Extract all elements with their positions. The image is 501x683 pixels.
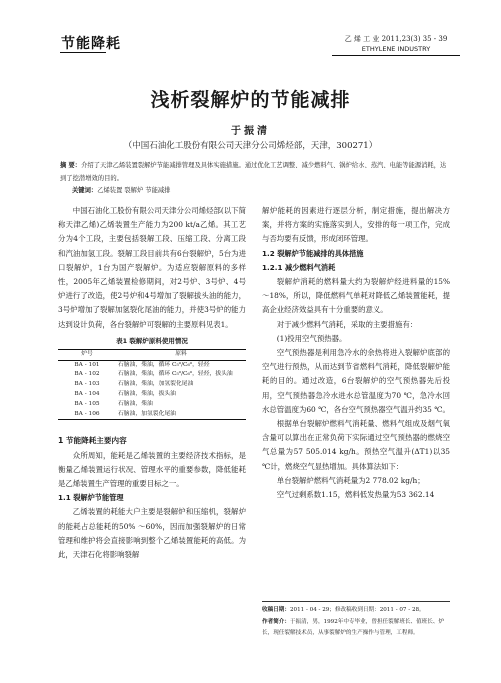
header-rule (332, 55, 460, 56)
keywords (72, 185, 170, 194)
feedstock-list: 石脑油，加氢裂化尾油 (116, 410, 246, 420)
feedstock-list: 石脑油，柴油 (118, 400, 153, 407)
table-row (58, 390, 246, 400)
received-date (262, 605, 450, 617)
furnace-code: BA - 106 (58, 410, 116, 420)
footnote (262, 605, 450, 640)
section-paragraph: 空气预热器是利用急冷水的余热将进入裂解炉底部的空气进行预热，从而达到节省燃料气消耗，降低裂解炉能耗的目的。通过改造，6台裂解炉的空气预热器先后投用，空气预热器急冷水进水总管温度为70 ℃，急冷水回水总管温度为60 ℃，各台空气预热器空气温升约35 ℃。 (262, 348, 450, 414)
feedstock-list: 石脑油，柴油，加氢裂化尾油 (118, 381, 194, 388)
author-affiliation: （中国石油化工股份有限公司天津分公司烯烃部，天津，300271） (123, 141, 378, 151)
table-row (58, 360, 246, 370)
feedstock-list: 石脑油，柴油，循环 C₅⁰/C₆⁰，轻烃，拔头油 (118, 371, 233, 378)
table-header-row (58, 349, 246, 360)
furnace-code: BA - 105 (74, 400, 100, 407)
section-paragraph: 众所周知，能耗是乙烯装置的主要经济技术指标，是衡量乙烯装置运行状况、管理水平的重要参数，降低能耗是乙烯装置生产管理的重要目标之一。 (58, 450, 246, 489)
table-row (58, 410, 246, 420)
right-column (262, 204, 450, 502)
subsubsection-heading: 1.2.1 减少燃料气消耗 (262, 262, 336, 272)
table-row (58, 380, 246, 390)
abstract-text: 介绍了天津乙烯装置裂解炉节能减排管理及具体实施措施。通过优化工艺调整、减少燃料气、锅炉给水、蒸汽、电能等能源消耗，达到了挖潜增效的目的。 (60, 162, 447, 182)
continued-paragraph: 解炉能耗的因素进行逐层分析，制定措施，提出解决方案，并将方案的实施落实到人，安排的每一项工作，完成与否均要有反馈，形成闭环管理。 (262, 206, 450, 244)
abstract (60, 159, 448, 185)
furnace-code: BA - 104 (74, 391, 100, 398)
table-row (58, 400, 246, 410)
received-label: 收稿日期： (262, 607, 290, 613)
section-paragraph: 根据单台裂解炉燃料气消耗量、燃料气组成及烟气氧含量可以算出在正常负荷下实际通过空气预热器的燃烧空气总量为57 505.014 kg/h。预热空气温升(ΔT1)以35 ℃计，燃烧空气显热增加。具体算法如下： (262, 419, 450, 471)
section-paragraph: 乙烯装置的耗能大户主要是裂解炉和压缩机，裂解炉的能耗占总能耗的50% ～60%，因而加强裂解炉的日常管理和维护将会直接影响到整个乙烯装置能耗的高低。为此，天津石化将影响裂解 (58, 507, 246, 560)
section-paragraph: 裂解炉消耗的燃料量大约为裂解炉经进料量的15% ～18%，所以，降低燃料气单耗对降低乙烯装置能耗，提高企业经济效益具有十分重要的意义。 (262, 277, 450, 315)
table-header-furnace: 炉号 (58, 349, 116, 360)
keywords-text: 乙烯装置 裂解炉 节能减排 (97, 187, 171, 194)
keywords-label: 关键词： (72, 187, 98, 194)
journal-citation: 乙 烯 工 业 2011,23(3) 35 - 39 (344, 35, 448, 43)
table-row (58, 370, 246, 380)
bio-text: 于振清，男，1992年中专毕业，曾担任裂解班长、值班长、炉长，现任裂解技术员，从事裂解炉的生产操作与管理，工程师。 (262, 618, 445, 636)
bio-label: 作者简介： (262, 618, 290, 625)
section-heading: 1 节能降耗主要内容 (58, 436, 127, 446)
intro-paragraph: 中国石油化工股份有限公司天津分公司烯烃部(以下简称天津乙烯)乙烯装置生产能力为200 kt/a乙烯。其工艺分为4个工段，主要包括裂解工段、压缩工段、分离工段和汽油加氢工段。裂解工段目前共有6台裂解炉，5台为进口裂解炉，1台为国产裂解炉。为适应裂解原料的多样性，2005年乙烯装置检修期间，对2号炉、3号炉、4号炉进行了改造，使2号炉和4号增加了裂解拔头油的能力，3号炉增加了裂解加氢裂化尾油的能力，并使3号炉的能力达到设计负荷，各台裂解炉可裂解的主要原料见表1。 (58, 206, 246, 329)
list-item: (1)投用空气预热器。 (276, 333, 347, 343)
abstract-label: 摘 要： (60, 162, 82, 169)
journal-name-en: ETHYLENE INDUSTRY (361, 45, 431, 53)
subsection-heading: 1.2 裂解炉节能减排的具体措施 (262, 248, 364, 258)
feedstock-list: 石脑油，柴油，循环 C₅⁰/C₆⁰，轻烃 (118, 361, 210, 368)
subsection-heading: 1.1 裂解炉节能管理 (58, 493, 124, 503)
section-tag-underline (60, 52, 106, 53)
table-caption: 表1 裂解炉原料使用情况 (116, 336, 188, 345)
section-paragraph: 单台裂解炉燃料气消耗量为2 778.02 kg/h； (276, 475, 425, 485)
feedstock-table (58, 349, 246, 421)
furnace-code: BA - 101 (74, 361, 100, 368)
furnace-code: BA - 102 (74, 371, 100, 378)
section-paragraph: 空气过剩系数1.15，燃料低发热量为53 362.14 (276, 490, 435, 500)
section-paragraph: 对于减少燃料气消耗，采取的主要措施有： (276, 319, 418, 329)
paper-title: 浅析裂解炉的节能减排 (150, 89, 351, 111)
footnote-rule (262, 601, 450, 602)
furnace-code: BA - 103 (74, 381, 100, 388)
table-header-feedstock: 原料 (116, 349, 246, 360)
section-tag: 节能降耗 (61, 36, 121, 52)
feedstock-list: 石脑油，柴油，拔头油 (118, 391, 176, 398)
author-name: 于振清 (231, 126, 270, 137)
left-column (58, 204, 246, 562)
received-text: 2011 - 04 - 29；修改稿收到日期：2011 - 07 - 28。 (289, 607, 425, 613)
author-bio (262, 617, 450, 640)
